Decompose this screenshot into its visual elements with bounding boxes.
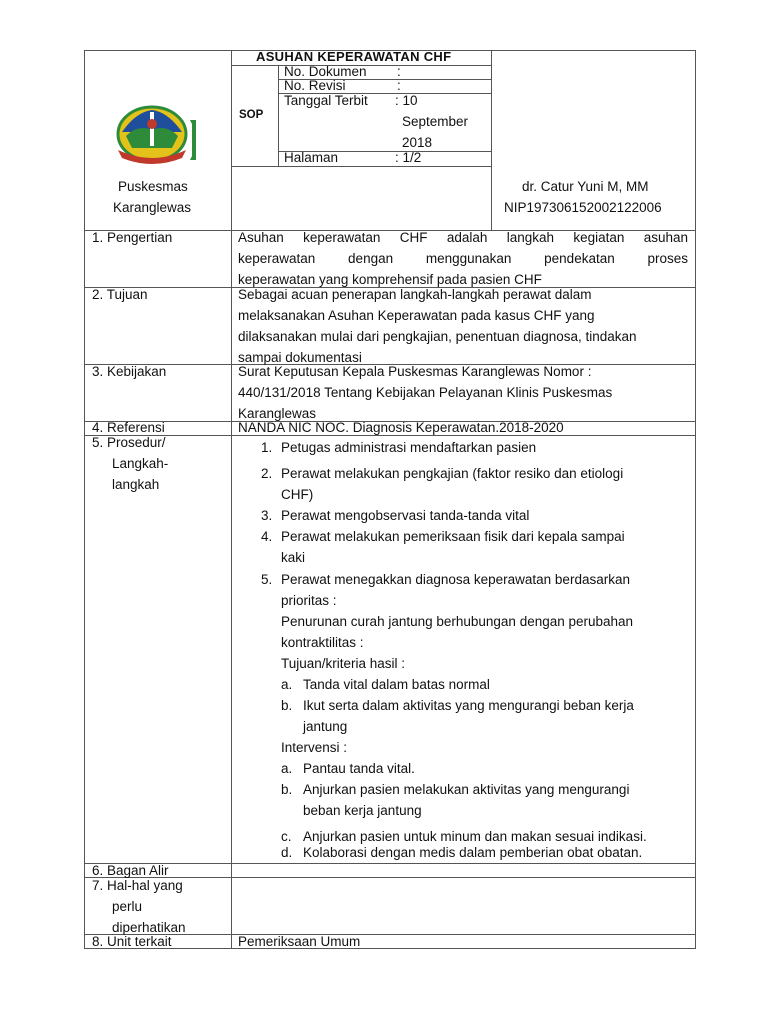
puskesmas-logo bbox=[108, 102, 200, 166]
step-text-cont: prioritas : bbox=[281, 593, 337, 608]
intervention-letter: b. bbox=[281, 782, 293, 797]
section-label-prosedur-3: langkah bbox=[112, 477, 160, 492]
intervention-text: Kolaborasi dengan medis dalam pemberian obat obatan. bbox=[303, 845, 643, 860]
field-label-no-revisi: No. Revisi bbox=[284, 78, 346, 93]
goal-letter: b. bbox=[281, 698, 293, 713]
diagnosis-line-1: Penurunan curah jantung berhubungan dengan perubahan bbox=[281, 614, 634, 629]
row-line-prosedur bbox=[84, 863, 696, 864]
kebijakan-line-2: 440/131/2018 Tentang Kebijakan Pelayanan Klinis Puskesmas bbox=[238, 385, 613, 400]
pengertian-line-3: keperawatan yang komprehensif pada pasien CHF bbox=[238, 272, 542, 287]
sop-label: SOP bbox=[239, 109, 264, 121]
section-label-bagan-alir: 6. Bagan Alir bbox=[92, 863, 169, 878]
intervention-letter: d. bbox=[281, 845, 293, 860]
intervention-letter: a. bbox=[281, 761, 293, 776]
section-label-referensi: 4. Referensi bbox=[92, 420, 165, 435]
intervention-text-cont: beban kerja jantung bbox=[303, 803, 422, 818]
intervention-letter: c. bbox=[281, 829, 292, 844]
field-value-no-revisi: : bbox=[397, 78, 401, 93]
step-text-cont: CHF) bbox=[281, 487, 314, 502]
signer-nip: NIP197306152002122006 bbox=[504, 200, 662, 215]
goal-label: Tujuan/kriteria hasil : bbox=[281, 656, 406, 671]
section-label-halhal-2: perlu bbox=[112, 899, 143, 914]
goal-text: Tanda vital dalam batas normal bbox=[303, 677, 490, 692]
step-number: 2. bbox=[261, 466, 273, 481]
field-value-no-dokumen: : bbox=[397, 64, 401, 79]
step-number: 5. bbox=[261, 572, 273, 587]
org-name-line1: Puskesmas bbox=[118, 179, 188, 194]
goal-letter: a. bbox=[281, 677, 293, 692]
step-text: Perawat mengobservasi tanda-tanda vital bbox=[281, 508, 530, 523]
diagnosis-line-2: kontraktilitas : bbox=[281, 635, 364, 650]
section-label-pengertian: 1. Pengertian bbox=[92, 230, 173, 245]
tujuan-line-4: sampai dokumentasi bbox=[238, 350, 362, 365]
tujuan-line-3: dilaksanakan mulai dari pengkajian, penentuan diagnosa, tindakan bbox=[238, 329, 637, 344]
step-text-cont: kaki bbox=[281, 550, 306, 565]
pengertian-line-2: keperawatan dengan menggunakan pendekatan proses bbox=[238, 251, 688, 266]
field-label-tanggal-terbit: Tanggal Terbit bbox=[284, 93, 368, 108]
field-value-tanggal-year: 2018 bbox=[402, 135, 433, 150]
step-number: 4. bbox=[261, 529, 273, 544]
step-text: Perawat menegakkan diagnosa keperawatan berdasarkan bbox=[281, 572, 630, 587]
step-number: 1. bbox=[261, 440, 273, 455]
goal-text-cont: jantung bbox=[303, 719, 348, 734]
section-label-prosedur: 5. Prosedur/ bbox=[92, 435, 166, 450]
step-number: 3. bbox=[261, 508, 273, 523]
header-divider-right bbox=[491, 50, 492, 231]
field-label-halaman: Halaman bbox=[284, 150, 339, 165]
pengertian-line-1: Asuhan keperawatan CHF adalah langkah kegiatan asuhan bbox=[238, 230, 688, 245]
section-label-kebijakan: 3. Kebijakan bbox=[92, 364, 167, 379]
tujuan-line-1: Sebagai acuan penerapan langkah-langkah perawat dalam bbox=[238, 287, 592, 302]
intervention-label: Intervensi : bbox=[281, 740, 348, 755]
section-label-prosedur-2: Langkah- bbox=[112, 456, 169, 471]
section-label-halhal-3: diperhatikan bbox=[112, 920, 186, 935]
field-label-no-dokumen: No. Dokumen bbox=[284, 64, 367, 79]
section-label-halhal: 7. Hal-hal yang bbox=[92, 878, 183, 893]
org-name-line2: Karanglewas bbox=[113, 200, 192, 215]
intervention-text: Pantau tanda vital. bbox=[303, 761, 415, 776]
body-column-divider bbox=[231, 230, 232, 949]
goal-text: Ikut serta dalam aktivitas yang mengurangi beban kerja bbox=[303, 698, 634, 713]
signer-name: dr. Catur Yuni M, MM bbox=[522, 179, 649, 194]
referensi-text: NANDA NIC NOC. Diagnosis Keperawatan.2018-2020 bbox=[238, 420, 564, 435]
field-value-tanggal-month: September bbox=[402, 114, 469, 129]
intervention-text: Anjurkan pasien melakukan aktivitas yang mengurangi bbox=[303, 782, 630, 797]
step-text: Perawat melakukan pengkajian (faktor resiko dan etiologi bbox=[281, 466, 624, 481]
step-text: Perawat melakukan pemeriksaan fisik dari kepala sampai bbox=[281, 529, 625, 544]
intervention-text: Anjurkan pasien untuk minum dan makan sesuai indikasi. bbox=[303, 829, 647, 844]
field-value-tanggal-terbit: : 10 bbox=[395, 93, 418, 108]
step-text: Petugas administrasi mendaftarkan pasien bbox=[281, 440, 537, 455]
header-divider-bottom bbox=[231, 166, 491, 167]
kebijakan-line-1: Surat Keputusan Kepala Puskesmas Karanglewas Nomor : bbox=[238, 364, 592, 379]
tujuan-line-2: melaksanakan Asuhan Keperawatan pada kasus CHF yang bbox=[238, 308, 595, 323]
section-label-tujuan: 2. Tujuan bbox=[92, 287, 148, 302]
kebijakan-line-3: Karanglewas bbox=[238, 406, 317, 421]
unit-terkait-text: Pemeriksaan Umum bbox=[238, 934, 361, 949]
section-label-unit-terkait: 8. Unit terkait bbox=[92, 934, 172, 949]
field-value-halaman: : 1/2 bbox=[395, 150, 422, 165]
header-divider-left bbox=[231, 50, 232, 231]
sop-title: ASUHAN KEPERAWATAN CHF bbox=[256, 49, 452, 64]
